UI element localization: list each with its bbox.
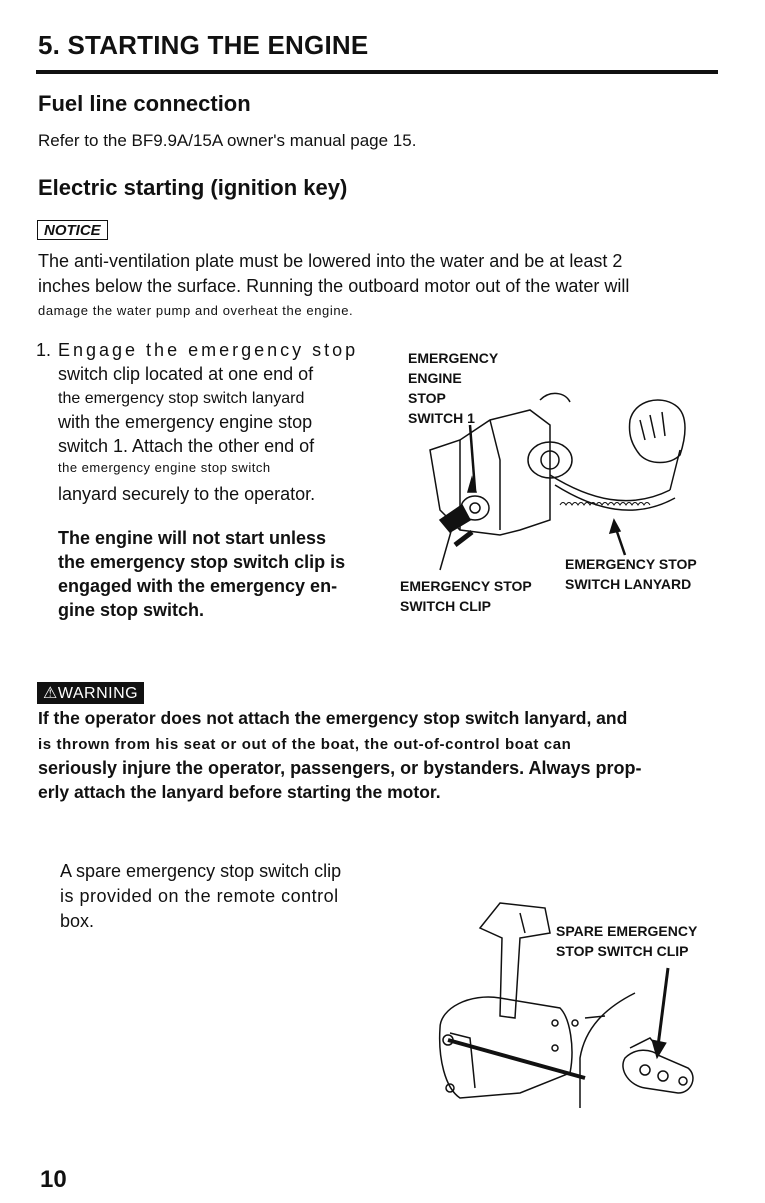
warning-triangle-icon: ⚠ <box>43 685 58 702</box>
notice-line-2: inches below the surface. Running the outboard motor out of the water will <box>38 276 630 296</box>
lanyard-label-line-2: SWITCH LANYARD <box>565 576 692 592</box>
spare-clip-label-line-2: STOP SWITCH CLIP <box>556 943 689 959</box>
lanyard-label <box>565 554 697 594</box>
warning-line-3: seriously injure the operator, passengers, or bystanders. Always prop- <box>38 758 642 778</box>
spare-line-1: A spare emergency stop switch clip <box>60 861 342 881</box>
spare-line-3: box. <box>60 911 95 931</box>
fuel-line-heading: Fuel line connection <box>38 91 251 116</box>
step-line-2: switch clip located at one end of <box>58 364 314 384</box>
notice-line-1: The anti-ventilation plate must be lowered into the water and be at least 2 <box>38 251 623 271</box>
step-number: 1. <box>36 340 52 360</box>
switch-label-line-4: SWITCH 1 <box>408 410 475 426</box>
step-bold-line-1: The engine will not start unless <box>58 528 327 548</box>
step-bold-line-2: the emergency stop switch clip is <box>58 552 346 572</box>
clip-label <box>400 576 532 616</box>
step-bold-line-4: gine stop switch. <box>58 600 205 620</box>
warning-line-1: If the operator does not attach the emergency stop switch lanyard, and <box>38 708 628 728</box>
step-line-1: Engage the emergency stop <box>58 340 359 360</box>
fuel-line-text: Refer to the BF9.9A/15A owner's manual page 15. <box>38 131 417 150</box>
title-rule <box>36 70 718 74</box>
warning-line-2: is thrown from his seat or out of the boat, the out-of-control boat can <box>38 736 572 753</box>
spare-clip-label-line-1: SPARE EMERGENCY <box>556 923 698 939</box>
step-line-7: lanyard securely to the operator. <box>58 484 316 504</box>
notice-badge: NOTICE <box>37 220 108 240</box>
switch-label <box>408 348 498 428</box>
clip-label-line-1: EMERGENCY STOP <box>400 578 532 594</box>
step-line-4: with the emergency engine stop <box>58 412 313 432</box>
spare-line-2: is provided on the remote control <box>60 886 339 906</box>
switch-label-line-2: ENGINE <box>408 370 462 386</box>
clip-label-line-2: SWITCH CLIP <box>400 598 491 614</box>
notice-line-3: damage the water pump and overheat the engine. <box>38 303 354 318</box>
page-number: 10 <box>40 1166 67 1193</box>
step-line-5: switch 1. Attach the other end of <box>58 436 315 456</box>
spare-clip-label <box>556 921 697 961</box>
page-title: 5. STARTING THE ENGINE <box>38 30 369 60</box>
warning-badge <box>37 682 144 704</box>
step-bold-line-3: engaged with the emergency en- <box>58 576 338 596</box>
warning-line-4: erly attach the lanyard before starting the motor. <box>38 782 441 802</box>
lanyard-label-line-1: EMERGENCY STOP <box>565 556 697 572</box>
switch-label-line-1: EMERGENCY <box>408 350 499 366</box>
warning-badge-label: WARNING <box>57 685 139 702</box>
switch-label-line-3: STOP <box>408 390 446 406</box>
electric-start-heading: Electric starting (ignition key) <box>38 175 348 200</box>
step-line-3: the emergency stop switch lanyard <box>58 390 305 407</box>
step-line-6: the emergency engine stop switch <box>58 460 271 475</box>
